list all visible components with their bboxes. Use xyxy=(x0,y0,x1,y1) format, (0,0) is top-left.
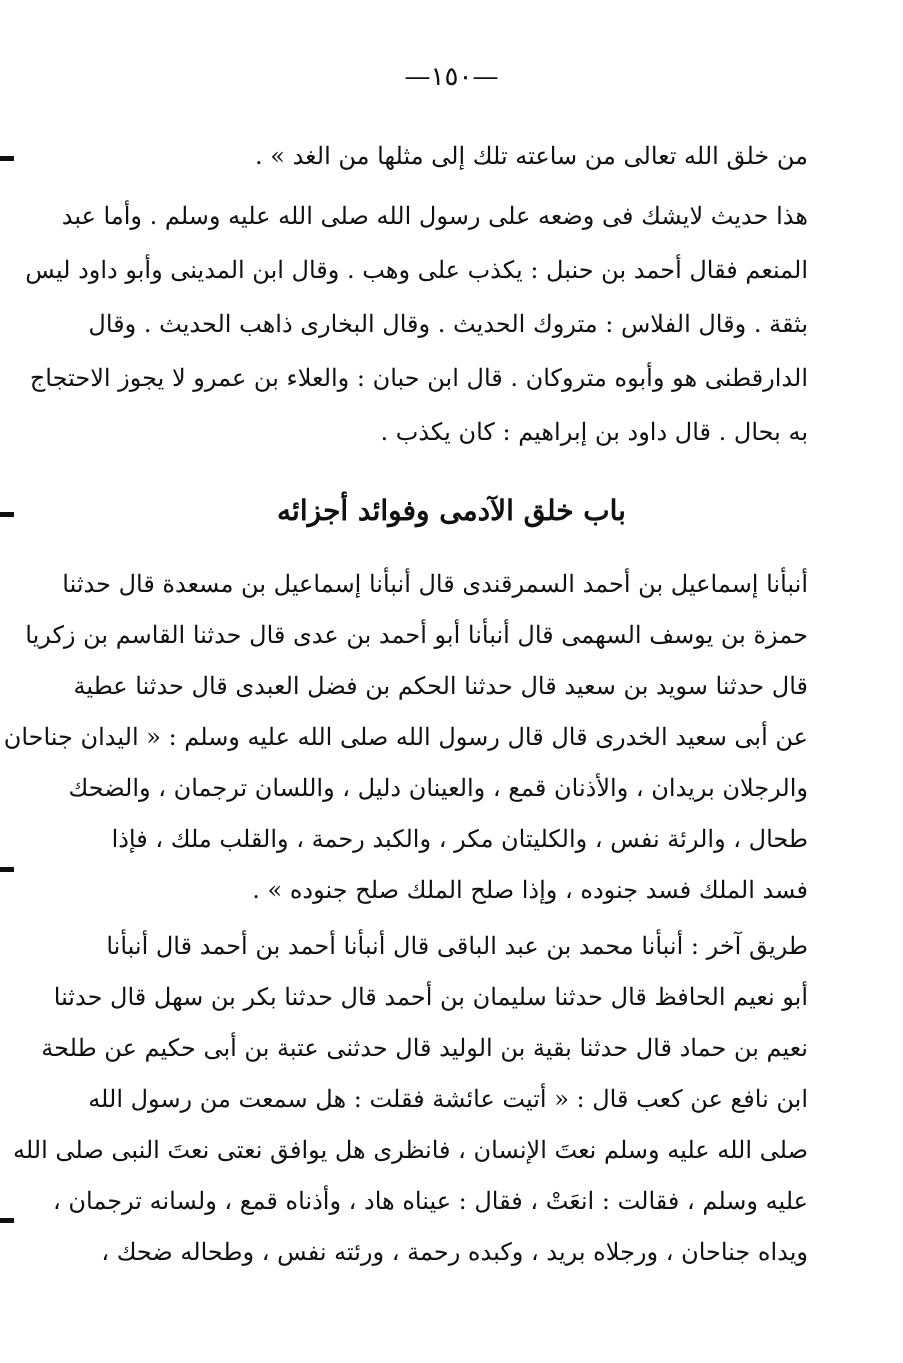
text-line: الدارقطنى هو وأبوه متروكان . قال ابن حبان : والعلاء بن عمرو لا يجوز الاحتجاج xyxy=(29,364,808,392)
text-line: قال حدثنا سويد بن سعيد قال حدثنا الحكم بن فضل العبدى قال حدثنا عطية xyxy=(73,672,808,700)
text-line: به بحال . قال داود بن إبراهيم : كان يكذب . xyxy=(380,418,808,446)
text-line: والرجلان بريدان ، والأذنان قمع ، والعينان دليل ، واللسان ترجمان ، والضحك xyxy=(68,774,808,802)
text-line: عليه وسلم ، فقالت : انعَتْ ، فقال : عيناه هاد ، وأذناه قمع ، ولسانه ترجمان ، xyxy=(53,1187,808,1215)
text-line: طريق آخر : أنبأنا محمد بن عبد الباقى قال أنبأنا أحمد بن أحمد قال أنبأنا xyxy=(106,932,808,960)
text-line: ويداه جناحان ، ورجلاه بريد ، وكبده رحمة ، ورئته نفس ، وطحاله ضحك ، xyxy=(101,1238,808,1266)
text-line: فسد الملك فسد جنوده ، وإذا صلح الملك صلح جنوده » . xyxy=(252,876,808,904)
text-line: أنبأنا إسماعيل بن أحمد السمرقندى قال أنبأنا إسماعيل بن مسعدة قال حدثنا xyxy=(62,570,808,598)
section-heading: باب خلق الآدمى وفوائد أجزائه xyxy=(277,494,626,527)
scan-edge-mark xyxy=(0,156,14,161)
text-line: بثقة . وقال الفلاس : متروك الحديث . وقال البخارى ذاهب الحديث . وقال xyxy=(88,310,808,338)
scan-edge-mark xyxy=(0,1218,14,1223)
text-line: المنعم فقال أحمد بن حنبل : يكذب على وهب . وقال ابن المدينى وأبو داود ليس xyxy=(25,256,808,284)
scan-edge-mark xyxy=(0,512,14,517)
page-number: —١٥٠— xyxy=(404,62,499,92)
text-line: ابن نافع عن كعب قال : « أتيت عائشة فقلت : هل سمعت من رسول الله xyxy=(88,1085,808,1113)
scan-edge-mark xyxy=(0,867,14,872)
text-line: هذا حديث لايشك فى وضعه على رسول الله صلى الله عليه وسلم . وأما عبد xyxy=(61,202,808,230)
text-line: عن أبى سعيد الخدرى قال قال رسول الله صلى الله عليه وسلم : « اليدان جناحان xyxy=(3,723,808,751)
text-line: حمزة بن يوسف السهمى قال أنبأنا أبو أحمد بن عدى قال حدثنا القاسم بن زكريا xyxy=(25,621,808,649)
text-line: طحال ، والرئة نفس ، والكليتان مكر ، والكبد رحمة ، والقلب ملك ، فإذا xyxy=(111,825,808,853)
text-line: أبو نعيم الحافظ قال حدثنا سليمان بن أحمد قال حدثنا بكر بن سهل قال حدثنا xyxy=(53,983,808,1011)
text-line: نعيم بن حماد قال حدثنا بقية بن الوليد قال حدثنى عتبة بن أبى حكيم عن طلحة xyxy=(41,1034,808,1062)
text-line: صلى الله عليه وسلم نعتَ الإنسان ، فانظرى هل يوافق نعتى نعتَ النبى صلى الله xyxy=(12,1136,808,1164)
text-line: من خلق الله تعالى من ساعته تلك إلى مثلها من الغد » . xyxy=(255,142,808,170)
